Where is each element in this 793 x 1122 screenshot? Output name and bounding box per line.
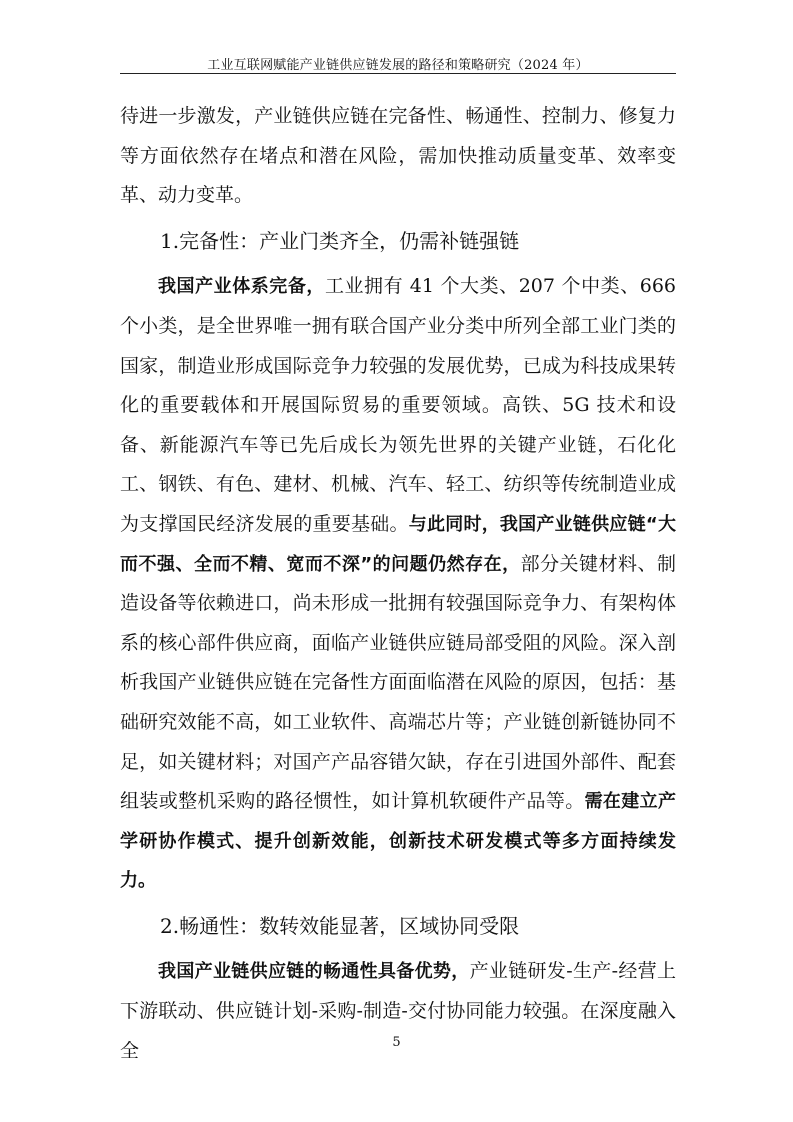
body-text [120, 97, 676, 1071]
intro-paragraph: 待进一步激发，产业链供应链在完备性、畅通性、控制力、修复力等方面依然存在堵点和潜在风险，需加快推动质量变革、效率变革、动力变革。 [120, 105, 676, 207]
running-header-title: 工业互联网赋能产业链供应链发展的路径和策略研究（2024 年） [207, 58, 589, 73]
section-heading-completeness: 1.完备性：产业门类齐全，仍需补链强链 [160, 228, 520, 253]
section-heading-smoothness: 2.畅通性：数转效能显著，区域协同受限 [160, 913, 520, 938]
page-number: 5 [392, 1035, 401, 1050]
paragraph-text: 工业拥有 41 个大类、207 个中类、666 个小类，是全世界唯一拥有联合国产业分类中所列全部工业门类的国家，制造业形成国际竞争力较强的发展优势，已成为科技成果转化的重要载体和开展国际贸易的重要领域。高铁、5G 技术和设备、新能源汽车等已先后成长为领先世界的关键产业链，石化化工、钢铁、有色、建材、机械、汽车、轻工、纺织等传统制造业成为支撑国民经济发展的重要基础。 [120, 275, 677, 535]
paragraph-text: 产业链研发-生产-经营上下游联动、供应链计划-采购-制造-交付协同能力较强。在深度融入全 [120, 960, 677, 1062]
lead-bold-text: 我国产业链供应链的畅通性具备优势， [158, 961, 470, 983]
emphasis-bold-text: 与此同时，我国产业链供应链“大而不强、全而不精、宽而不深”的问题仍然存在， [120, 513, 676, 575]
header-rule [120, 73, 676, 74]
completeness-paragraph [120, 267, 676, 901]
smoothness-paragraph [120, 952, 676, 1071]
paragraph-text: 部分关键材料、制造设备等依赖进口，尚未形成一批拥有较强国际竞争力、有架构体系的核心部件供应商，面临产业链供应链局部受阻的风险。深入剖析我国产业链供应链在完备性方面面临潜在风险的原因，包括：基础研究效能不高，如工业软件、高端芯片等；产业链创新链协同不足，如关键材料；对国产产品容错欠缺，存在引进国外部件、配套组装或整机采购的路径惯性，如计算机软硬件产品等。 [120, 552, 676, 813]
conclusion-bold-text: 需在建立产学研协作模式、提升创新效能，创新技术研发模式等多方面持续发力。 [120, 791, 676, 892]
lead-bold-text: 我国产业体系完备， [158, 276, 325, 298]
